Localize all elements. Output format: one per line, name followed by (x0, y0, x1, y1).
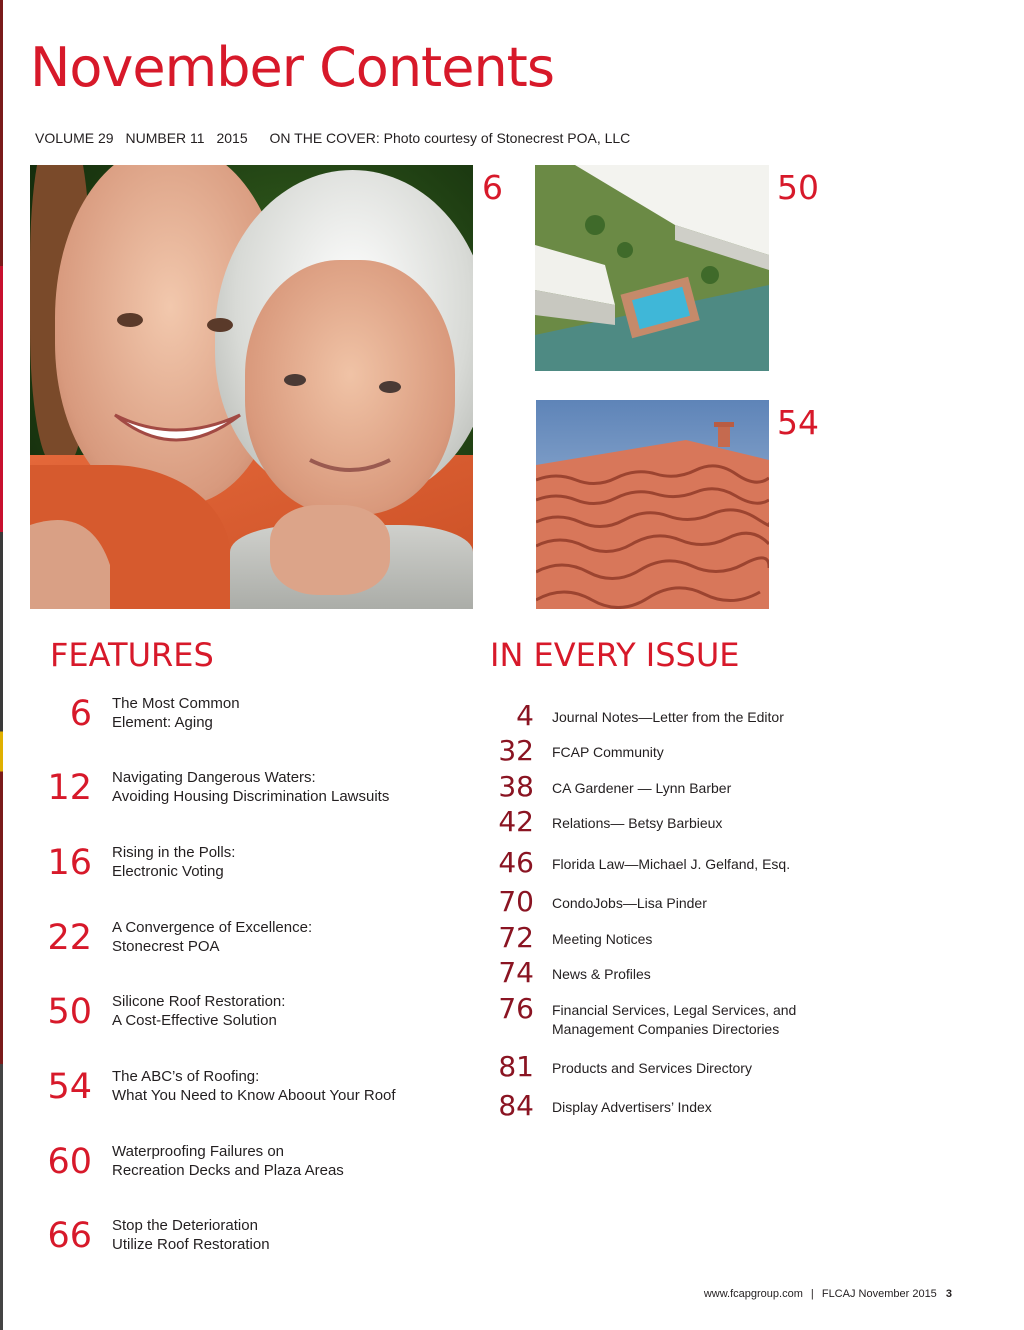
issue-title-line1: Relations— Betsy Barbieux (552, 815, 723, 831)
footer-page-number: 3 (945, 1288, 952, 1300)
feature-item[interactable] (44, 1142, 464, 1202)
year-label: 2015 (216, 130, 248, 146)
page-title: November Contents (30, 36, 554, 99)
feature-title-line1: Waterproofing Failures on (112, 1143, 285, 1160)
issue-info (35, 130, 638, 146)
feature-page-number: 54 (47, 1067, 92, 1107)
feature-title (112, 1216, 270, 1254)
roof-tiles-photo[interactable] (536, 400, 769, 609)
features-heading: FEATURES (50, 636, 214, 674)
issue-page-number: 81 (498, 1050, 534, 1083)
issue-page-number: 32 (498, 734, 534, 767)
feature-page-number: 60 (47, 1142, 92, 1182)
feature-item[interactable] (44, 843, 464, 903)
issue-page-number: 46 (498, 846, 534, 879)
roof-photo-page: 54 (777, 403, 819, 442)
feature-page-number: 6 (69, 694, 92, 734)
cover-credit: ON THE COVER: Photo courtesy of Stonecrest POA, LLC (269, 130, 631, 146)
feature-page-number: 66 (47, 1216, 92, 1256)
issue-title-line1: Financial Services, Legal Services, and (552, 1002, 797, 1018)
cover-photo-women[interactable] (30, 165, 473, 609)
issue-title-line1: Meeting Notices (552, 931, 653, 947)
issue-title-line1: Florida Law—Michael J. Gelfand, Esq. (552, 856, 791, 872)
issue-title (552, 779, 731, 798)
footer-separator: | (810, 1288, 814, 1300)
feature-title (112, 768, 389, 806)
cover-photo-page: 6 (482, 168, 503, 207)
issue-title (552, 1059, 752, 1078)
issue-page-number: 84 (498, 1089, 534, 1122)
issue-item[interactable] (490, 1051, 960, 1089)
feature-title-line1: Stop the Deterioration (112, 1217, 258, 1234)
issue-item[interactable] (490, 700, 960, 738)
feature-title-line2: Recreation Decks and Plaza Areas (112, 1162, 344, 1179)
feature-title (112, 694, 240, 732)
roof-illustration (536, 400, 769, 609)
issue-item[interactable] (490, 735, 960, 773)
issue-title (552, 708, 784, 727)
feature-title-line2: A Cost-Effective Solution (112, 1012, 277, 1029)
resort-illustration (535, 165, 769, 371)
feature-item[interactable] (44, 694, 464, 754)
page-footer (704, 1288, 952, 1300)
feature-title-line2: Stonecrest POA (112, 938, 220, 955)
issue-title-line1: FCAP Community (552, 744, 664, 760)
feature-title (112, 843, 235, 881)
feature-title (112, 918, 312, 956)
feature-title-line1: Navigating Dangerous Waters: (112, 769, 316, 786)
issue-item[interactable] (490, 771, 960, 809)
issue-title (552, 930, 652, 949)
issue-page-number: 74 (498, 956, 534, 989)
issue-title-line1: CondoJobs—Lisa Pinder (552, 895, 707, 911)
feature-title-line1: Rising in the Polls: (112, 844, 236, 861)
issue-item[interactable] (490, 886, 960, 924)
issue-page-number: 70 (498, 885, 534, 918)
feature-item[interactable] (44, 918, 464, 978)
issue-title (552, 894, 707, 913)
issue-title (552, 965, 651, 984)
issue-item[interactable] (490, 1090, 960, 1128)
issue-title-line1: Products and Services Directory (552, 1060, 752, 1076)
issue-title-line2: Management Companies Directories (552, 1021, 780, 1037)
issue-title (552, 1098, 712, 1117)
issue-title (552, 814, 722, 833)
issue-page-number: 72 (498, 921, 534, 954)
issue-page-number: 76 (498, 992, 534, 1025)
issue-page-number: 42 (498, 805, 534, 838)
issue-title (552, 855, 790, 874)
feature-title (112, 1067, 396, 1105)
issue-title-line1: Journal Notes—Letter from the Editor (552, 709, 784, 725)
feature-page-number: 50 (47, 992, 92, 1032)
feature-page-number: 12 (47, 768, 92, 808)
issue-page-number: 4 (516, 699, 534, 732)
issue-item[interactable] (490, 806, 960, 844)
footer-website-link[interactable]: www.fcapgroup.com (703, 1288, 803, 1300)
issue-title (552, 743, 664, 762)
feature-item[interactable] (44, 1067, 464, 1127)
issue-title (552, 1001, 796, 1039)
face-details-overlay (30, 165, 473, 609)
feature-page-number: 16 (47, 843, 92, 883)
feature-title (112, 992, 285, 1030)
volume-label: VOLUME 29 (35, 130, 114, 146)
feature-title-line1: A Convergence of Excellence: (112, 919, 313, 936)
issue-item[interactable] (490, 993, 960, 1043)
issue-title-line1: News & Profiles (552, 966, 651, 982)
feature-item[interactable] (44, 768, 464, 828)
number-label: NUMBER 11 (125, 130, 205, 146)
feature-title-line1: The Most Common (112, 695, 240, 712)
issue-title-line1: CA Gardener — Lynn Barber (552, 780, 732, 796)
feature-title-line2: Avoiding Housing Discrimination Lawsuits (112, 788, 390, 805)
feature-title-line2: What You Need to Know Aboout Your Roof (112, 1087, 396, 1104)
feature-page-number: 22 (47, 918, 92, 958)
feature-title-line2: Element: Aging (112, 714, 213, 731)
footer-issue: November 2015 (858, 1288, 937, 1300)
feature-title-line2: Electronic Voting (112, 863, 224, 880)
issue-item[interactable] (490, 847, 960, 885)
feature-title-line1: Silicone Roof Restoration: (112, 993, 286, 1010)
footer-journal: FLCAJ (821, 1288, 856, 1300)
resort-aerial-photo[interactable] (535, 165, 769, 371)
resort-photo-page: 50 (777, 168, 819, 207)
issue-title-line1: Display Advertisers’ Index (552, 1099, 712, 1115)
page-edge-strip (0, 0, 3, 1330)
issue-page-number: 38 (498, 770, 534, 803)
feature-title-line2: Utilize Roof Restoration (112, 1236, 270, 1253)
feature-item[interactable] (44, 992, 464, 1052)
feature-item[interactable] (44, 1216, 464, 1276)
issue-item[interactable] (490, 957, 960, 995)
every-issue-heading: IN EVERY ISSUE (490, 636, 740, 674)
feature-title-line1: The ABC’s of Roofing: (112, 1068, 260, 1085)
issue-item[interactable] (490, 922, 960, 960)
feature-title (112, 1142, 344, 1180)
